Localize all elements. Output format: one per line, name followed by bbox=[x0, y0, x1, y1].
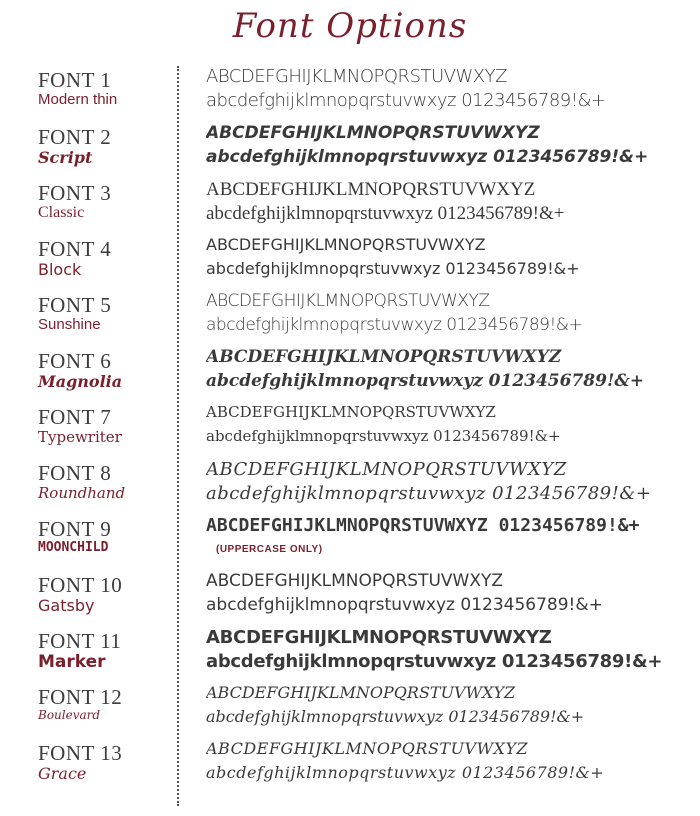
page-title: Font Options bbox=[232, 6, 468, 46]
font-style-name: MOONCHILD bbox=[38, 540, 109, 555]
font-label: FONT 11 bbox=[38, 629, 122, 653]
uppercase-sample: ABCDEFGHIJKLMNOPQRSTUVWXYZ bbox=[206, 291, 490, 311]
font-style-name: Boulevard bbox=[38, 708, 101, 722]
uppercase-only-note: (UPPERCASE ONLY) bbox=[216, 544, 323, 555]
font-label: FONT 6 bbox=[38, 349, 112, 373]
font-style-name: Typewriter bbox=[38, 428, 122, 446]
lowercase-sample: abcdefghijklmnopqrstuvwxyz 0123456789!&+ bbox=[206, 763, 605, 782]
uppercase-sample: ABCDEFGHIJKLMNOPQRSTUVWXYZ bbox=[206, 235, 486, 254]
font-style-name: Sunshine bbox=[38, 316, 101, 333]
font-label: FONT 3 bbox=[38, 181, 112, 205]
uppercase-sample: ABCDEFGHIJKLMNOPQRSTUVWXYZ bbox=[206, 683, 516, 702]
font-style-name: Modern thin bbox=[38, 91, 118, 108]
font-row-12 bbox=[0, 685, 700, 741]
font-style-name: Grace bbox=[38, 764, 87, 783]
uppercase-sample: ABCDEFGHIJKLMNOPQRSTUVWXYZ bbox=[206, 66, 507, 87]
font-style-name: Magnolia bbox=[38, 372, 123, 391]
font-row-11 bbox=[0, 629, 700, 685]
uppercase-sample: ABCDEFGHIJKLMNOPQRSTUVWXYZ bbox=[206, 627, 552, 648]
font-label: FONT 2 bbox=[38, 125, 112, 149]
uppercase-sample: ABCDEFGHIJKLMNOPQRSTUVWXYZ bbox=[206, 123, 540, 143]
lowercase-sample: abcdefghijklmnopqrstuvwxyz 0123456789!&+ bbox=[206, 483, 652, 504]
uppercase-sample: ABCDEFGHIJKLMNOPQRSTUVWXYZ bbox=[206, 571, 504, 591]
font-label: FONT 10 bbox=[38, 573, 123, 597]
font-row-13 bbox=[0, 741, 700, 797]
font-row-10 bbox=[0, 573, 700, 629]
font-row-7 bbox=[0, 405, 700, 461]
font-label: FONT 9 bbox=[38, 517, 112, 541]
uppercase-sample: ABCDEFGHIJKLMNOPQRSTUVWXYZ 0123456789!&+ bbox=[206, 515, 640, 536]
lowercase-sample: abcdefghijklmnopqrstuvwxyz 0123456789!&+ bbox=[206, 90, 606, 111]
font-style-name: Marker bbox=[38, 652, 106, 672]
uppercase-sample: ABCDEFGHIJKLMNOPQRSTUVWXYZ bbox=[206, 347, 562, 367]
font-label: FONT 4 bbox=[38, 237, 112, 261]
lowercase-sample: abcdefghijklmnopqrstuvwxyz 0123456789!&+ bbox=[206, 315, 583, 335]
lowercase-sample: abcdefghijklmnopqrstuvwxyz 0123456789!&+ bbox=[206, 707, 585, 726]
font-row-3 bbox=[0, 181, 700, 237]
font-style-name: Gatsby bbox=[38, 596, 95, 615]
font-label: FONT 12 bbox=[38, 685, 123, 709]
lowercase-sample: abcdefghijklmnopqrstuvwxyz 0123456789!&+ bbox=[206, 259, 580, 278]
font-row-5 bbox=[0, 293, 700, 349]
lowercase-sample: abcdefghijklmnopqrstuvwxyz 0123456789!&+ bbox=[206, 371, 644, 391]
font-row-6 bbox=[0, 349, 700, 405]
font-label: FONT 1 bbox=[38, 68, 112, 92]
lowercase-sample: abcdefghijklmnopqrstuvwxyz 0123456789!&+ bbox=[206, 427, 561, 445]
font-style-name: Classic bbox=[38, 204, 85, 221]
font-row-1 bbox=[0, 68, 700, 124]
font-style-name: Block bbox=[38, 260, 82, 279]
lowercase-sample: abcdefghijklmnopqrstuvwxyz 0123456789!&+ bbox=[206, 651, 663, 672]
font-style-name: Script bbox=[38, 148, 93, 167]
font-label: FONT 5 bbox=[38, 293, 112, 317]
uppercase-sample: ABCDEFGHIJKLMNOPQRSTUVWXYZ bbox=[206, 459, 567, 480]
font-label: FONT 8 bbox=[38, 461, 112, 485]
lowercase-sample: abcdefghijklmnopqrstuvwxyz 0123456789!&+ bbox=[206, 595, 603, 615]
lowercase-sample: abcdefghijklmnopqrstuvwxyz 0123456789!&+ bbox=[206, 147, 649, 167]
uppercase-sample: ABCDEFGHIJKLMNOPQRSTUVWXYZ bbox=[206, 179, 536, 200]
uppercase-sample: ABCDEFGHIJKLMNOPQRSTUVWXYZ bbox=[206, 739, 529, 758]
font-row-2 bbox=[0, 125, 700, 181]
font-style-name: Roundhand bbox=[38, 484, 126, 502]
font-row-4 bbox=[0, 237, 700, 293]
font-label: FONT 13 bbox=[38, 741, 123, 765]
font-label: FONT 7 bbox=[38, 405, 112, 429]
lowercase-sample: abcdefghijklmnopqrstuvwxyz 0123456789!&+ bbox=[206, 203, 565, 224]
font-row-8 bbox=[0, 461, 700, 517]
font-row-9 bbox=[0, 517, 700, 573]
uppercase-sample: ABCDEFGHIJKLMNOPQRSTUVWXYZ bbox=[206, 403, 496, 421]
